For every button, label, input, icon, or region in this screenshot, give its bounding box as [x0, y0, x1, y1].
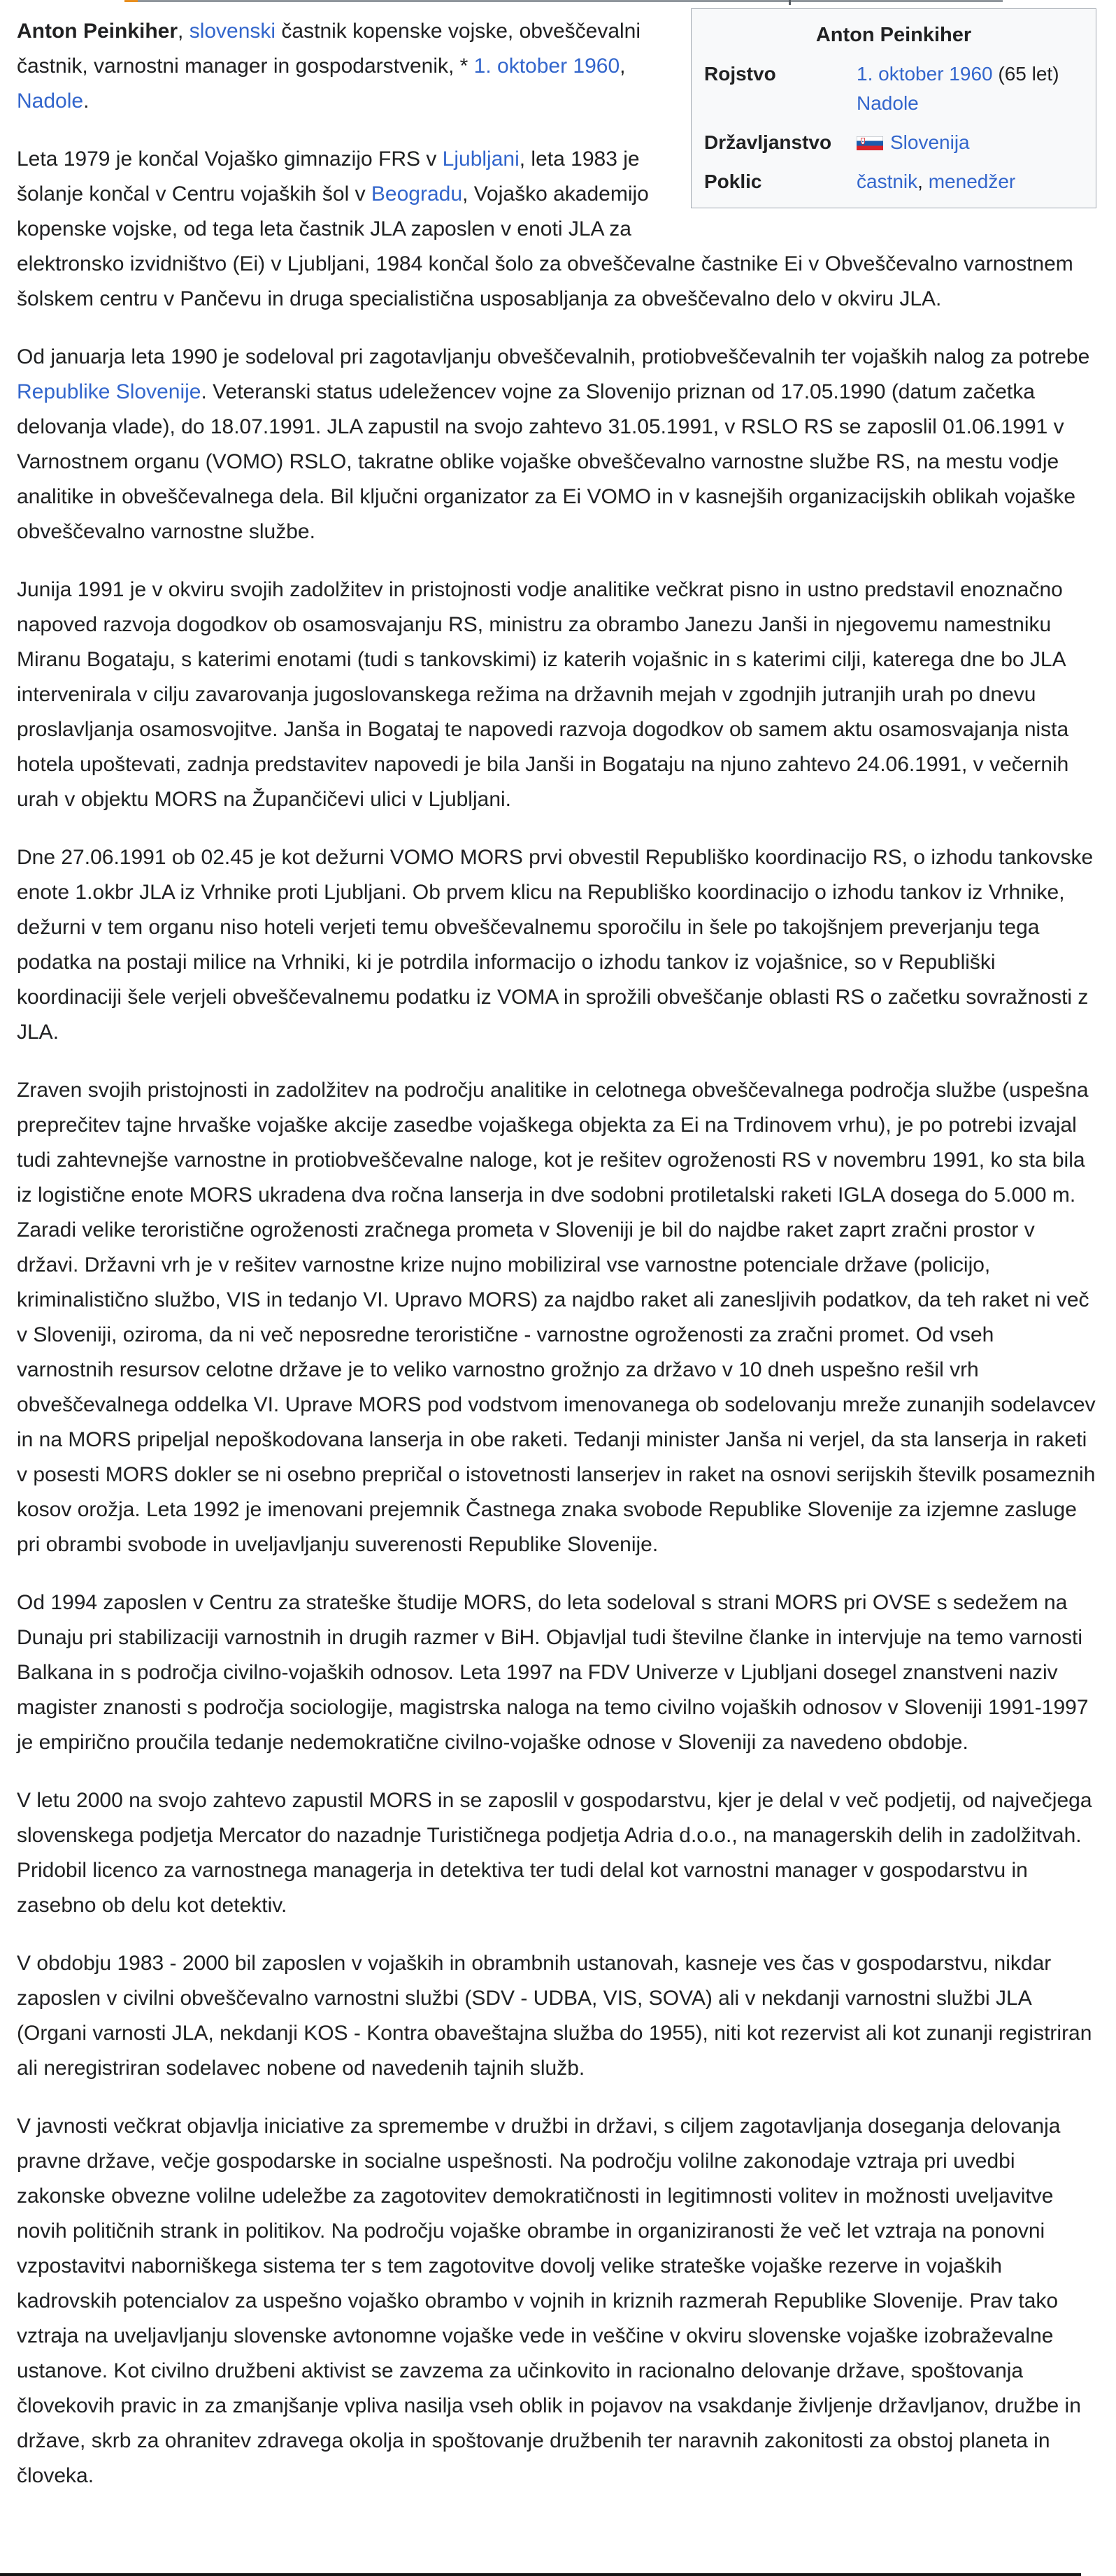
cropped-header-rule [124, 0, 1003, 2]
infobox-row-occupation [704, 167, 1083, 196]
birth-value [857, 59, 1083, 118]
text-run: V javnosti večkrat objavlja iniciative za spremembe v družbi in državi, s ciljem zagotavljanja doseganja delovanja pravne države, večje gospodarske in socialne uspešnosti. Na področju volilne zakonodaje vztraja pri uvedbi zakonske obvezne volilne udeležbe za zagotovitev demokratičnosti in legitimnosti volitev in možnosti uveljavitve novih političnih strank in politikov. Na področju vojaške obrambe in organiziranosti že več let vztraja na ponovni vzpostavitvi naborniškega sistema ter s tem zagotovitve dovolj velike strateške vojaške rezerve in vojaških kadrovskih potencialov za uspešno vojaško obrambo v vojnih in kriznih razmerah Republike Slovenije. Prav tako vztraja na uveljavljanju slovenske avtonomne vojaške vede in veščine v okviru slovenske vojaške izobraževalne ustanove. Kot civilno družbeni aktivist se zavzema za učinkovito in racionalno delovanje države, spoštovanja človekovih pravic in za zmanjšanje vpliva nasilja vseh oblik in pojavov na vsakdanje življenje državljanov, družbe in države, skrb za ohranitev zdravega okolja in spoštovanje družbenih ter naravnih zakonitosti za obstoj planeta in človeka. [17, 2115, 1081, 2487]
text-run: častnik kopenske vojske, obveščevalni častnik, varnostni manager in gospodarstvenik, * [17, 20, 641, 78]
paragraph [17, 840, 1096, 1050]
text-run: Leta 1979 je končal Vojaško gimnazijo FRS v [17, 147, 443, 171]
header-tab-divider [789, 0, 791, 5]
infobox-row-citizenship [704, 128, 1083, 157]
birth-age: (65 let) [992, 63, 1059, 85]
slovenia-flag-icon [857, 136, 883, 150]
paragraph [17, 1783, 1096, 1923]
paragraph [17, 340, 1096, 549]
text-run: Od januarja leta 1990 je sodeloval pri zagotavljanju obveščevalnih, protiobveščevalnih ter vojaških nalog za potrebe [17, 345, 1090, 368]
wiki-link[interactable]: Republike Slovenije [17, 380, 201, 403]
text-run: , [178, 20, 189, 43]
wiki-link[interactable]: Ljubljani [442, 147, 520, 171]
text-run: V letu 2000 na svojo zahtevo zapustil MORS in se zaposlil v gospodarstvu, kjer je delal v več podjetij, od največjega slovenskega podjetja Mercator do nazadnje Turističnega podjetja Adria d.o.o., na managerskih delih in zadolžitvah. Pridobil licenco za varnostnega managerja in detektiva ter tudi delal kot varnostni manager v gospodarstvu in zasebno ob delu kot detektiv. [17, 1789, 1092, 1917]
text-run: Zraven svojih pristojnosti in zadolžitev na področju analitike in celotnega obveščevalnega področja službe (uspešna preprečitev tajne hrvaške vojaške akcije zasedbe vojaškega objekta za Ei na Trdinovem vrhu), je po potrebi izvajal tudi zahtevnejše varnostne in protiobveščevalne naloge, kot je rešitev ogroženosti RS v novembru 1991, ko sta bila iz logistične enote MORS ukradena dva ročna lanserja in dve sodobni protiletalski raketi IGLA dosega do 5.000 m. Zaradi velike teroristične ogroženosti zračnega prometa v Sloveniji je bil do najdbe raket zaprt zračni prostor v državi. Državni vrh je v rešitev varnostne krize nujno mobiliziral vse varnostne potenciale države (policijo, kriminalistično službo, VIS in tedanjo VI. Upravo MORS) za najdbo raket ali zanesljivih podatkov, da teh raket ni več v Sloveniji, oziroma, da ni več neposredne teroristične - varnostne ogroženosti za zračni promet. Od vseh varnostnih resursov celotne države je to veliko varnostno grožnjo za državo v 10 dneh uspešno rešil vrh obveščevalnega oddelka VI. Uprave MORS pod vodstvom imenovanega ob sodelovanju mreže zunanjih sodelavcev in na MORS pripeljal nepoškodovana lanserja in obe raketi. Tedanji minister Janša ni verjel, da sta lanserja in raketi v posesti MORS dokler se ni osebno prepričal o istovetnosti lanserjev in raket na osnovi serijskih številk posameznih kosov orožja. Leta 1992 je imenovani prejemnik Častnega znaka svobode Republike Slovenije za izjemne zasluge pri obrambi svobode in uveljavljanju suverenosti Republike Slovenije. [17, 1079, 1096, 1556]
text-run: Junija 1991 je v okviru svojih zadolžitev in pristojnosti vodje analitike večkrat pisno in ustno predstavil enoznačno napoved razvoja dogodkov ob osamosvajanju RS, ministru za obrambo Janezu Janši in njegovemu namestniku Miranu Bogataju, s katerimi enotami (tudi s tankovskimi) iz katerih vojašnic in s katerimi cilji, katerega dne bo JLA intervenirala v cilju zavarovanja jugoslovanskega režima na državnih mejah v zgodnjih jutranjih urah po dnevu proslavljanja osamosvojitve. Janša in Bogataj te napovedi razvoja dogodkov ob samem aktu osamosvajanja nista hotela upoštevati, zadnja predstavitev napovedi je bila Janši in Bogataju na njuno zahtevo 24.06.1991, v večernih urah v objektu MORS na Župančičevi ulici v Ljubljani. [17, 578, 1069, 811]
wiki-link[interactable]: Nadole [17, 89, 84, 113]
birth-label: Rojstvo [704, 63, 776, 85]
text-run: , [620, 55, 626, 78]
paragraph [17, 1073, 1096, 1562]
paragraph [17, 573, 1096, 817]
paragraph [17, 1946, 1096, 2086]
text-run: Od 1994 zaposlen v Centru za strateške študije MORS, do leta sodeloval s strani MORS pri OVSE s sedežem na Dunaju pri stabilizaciji varnostnih in drugih razmer v BiH. Objavljal tudi številne članke in intervjuje na temo varnosti Balkana in s področja civilno-vojaških odnosov. Leta 1997 na FDV Univerze v Ljubljani dosegel znanstveni naziv magister znanosti s področja sociologije, magistrska naloga na temo civilno vojaških odnosov v Sloveniji 1991-1997 je empirično proučila tedanje nedemokratične civilno-vojaške odnose v Sloveniji za navedeno obdobje. [17, 1591, 1089, 1754]
article-body [17, 14, 1096, 2494]
birth-date-link[interactable]: 1. oktober 1960 [857, 63, 993, 85]
text-run: , Vojaško akademijo kopenske vojske, od tega leta častnik JLA zaposlen v enoti JLA za elektronsko izvidništvo (Ei) v Ljubljani, 1984 končal šolo za obveščevalne častnike Ei v Obveščevalno varnostnem šolskem centru v Pančevu in druga specialistična usposabljanja za obveščevalno delo v okviru JLA. [17, 182, 1073, 310]
cropped-bottom-rule [0, 2573, 1081, 2576]
text-run: . Veteranski status udeležencev vojne za Slovenijo priznan od 17.05.1990 (datum začetka delovanja vlade), do 18.07.1991. JLA zapustil na svojo zahtevo 31.05.1991, v RSLO RS se zaposlil 01.06.1991 v Varnostnem organu (VOMO) RSLO, takratne oblike vojaške obveščevalno varnostne službe RS, na mestu vodje analitike in obveščevalnega dela. Bil ključni organizator za Ei VOMO in v kasnejših organizacijskih oblikah vojaške obveščevalno varnostne službe. [17, 380, 1076, 543]
header-accent-segment [124, 0, 138, 2]
wiki-link[interactable]: 1. oktober 1960 [473, 55, 620, 78]
citizenship-value [857, 128, 1083, 157]
text-run: . [83, 89, 90, 113]
occupation-link-1[interactable]: častnik [857, 171, 918, 192]
birth-place-link[interactable]: Nadole [857, 92, 919, 114]
paragraph [17, 2109, 1096, 2494]
text-run: , leta 1983 je šolanje končal v Centru vojaških šol v [17, 147, 640, 206]
citizenship-label: Državljanstvo [704, 131, 832, 153]
wiki-link[interactable]: slovenski [189, 20, 276, 43]
infobox-row-birth [704, 59, 1083, 118]
infobox [691, 8, 1096, 208]
occupation-value [857, 167, 1083, 196]
occupation-link-2[interactable]: menedžer [928, 171, 1016, 192]
citizenship-link[interactable]: Slovenija [890, 131, 970, 153]
occupation-separator: , [917, 171, 929, 192]
infobox-title: Anton Peinkiher [815, 24, 972, 46]
text-run: Dne 27.06.1991 ob 02.45 je kot dežurni VOMO MORS prvi obvestil Republiško koordinacijo RS, o izhodu tankovske enote 1.okbr JLA iz Vrhnike proti Ljubljani. Ob prvem klicu na Republiško koordinacijo o izhodu tankov iz Vrhnike, dežurni v tem organu niso hoteli verjeti temu obveščevalnemu sporočilu in šele po takojšnjem preverjanju tega podatka na postaji milice na Vrhniki, ki je potrdila informacijo o izhodu tankov iz vojašnice, so v Republiški koordinaciji šele verjeli obveščevalnemu podatku iz VOMA in sprožili obveščanje oblasti RS o začetku sovražnosti z JLA. [17, 846, 1094, 1044]
wiki-link[interactable]: Beogradu [371, 182, 463, 206]
paragraph [17, 1585, 1096, 1760]
occupation-label: Poklic [704, 171, 762, 192]
subject-name: Anton Peinkiher [17, 20, 178, 43]
text-run: V obdobju 1983 - 2000 bil zaposlen v vojaških in obrambnih ustanovah, kasneje ves čas v gospodarstvu, nikdar zaposlen v civilni obveščevalno varnostni službi (SDV - UDBA, VIS, SOVA) ali v nekdanji varnostni službi JLA (Organi varnosti JLA, nekdanji KOS - Kontra obaveštajna služba do 1955), niti kot rezervist ali kot zunanji registriran ali neregistriran sodelavec nobene od navedenih tajnih služb. [17, 1952, 1092, 2080]
